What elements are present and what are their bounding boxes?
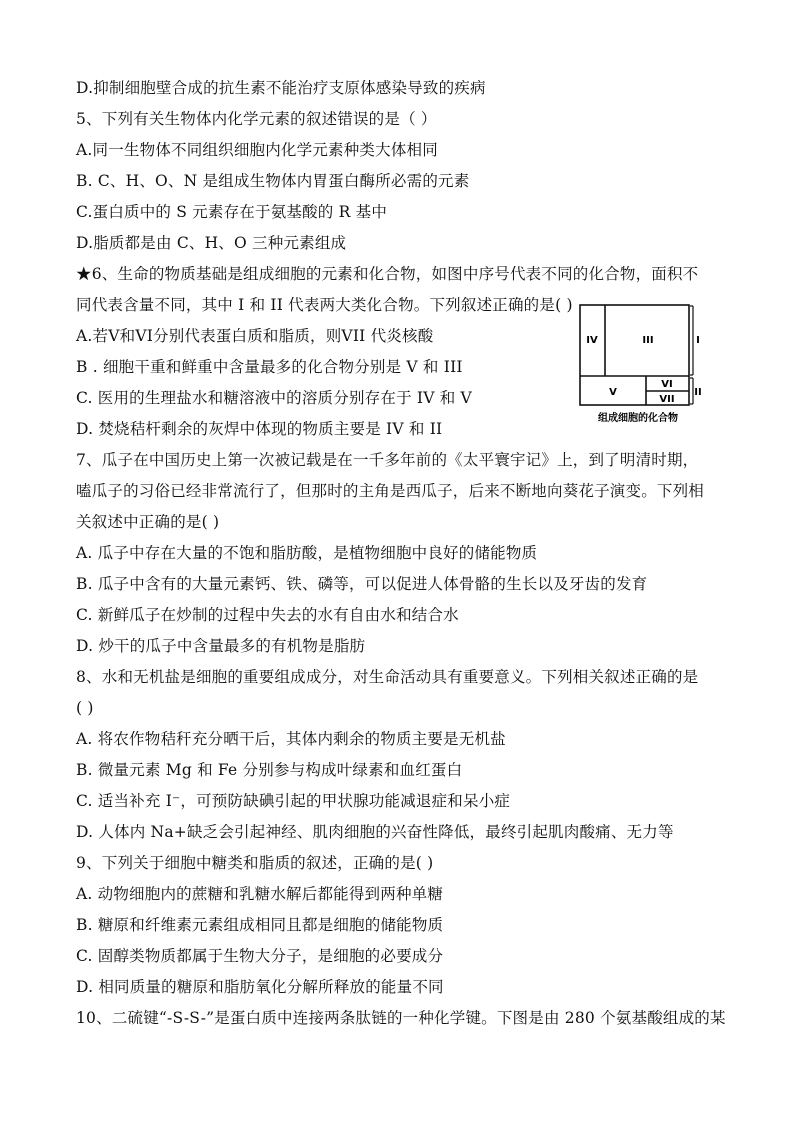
text-line: D. 炒干的瓜子中含量最多的有机物是脂肪 [76, 637, 366, 655]
text-line: D.脂质都是由 C、H、O 三种元素组成 [76, 234, 347, 252]
text-line: B. 微量元素 Mg 和 Fe 分别参与构成叶绿素和血红蛋白 [76, 761, 463, 779]
text-line: B. 瓜子中含有的大量元素钙、铁、磷等，可以促进人体骨骼的生长以及牙齿的发育 [76, 575, 648, 593]
text-line: D. 焚烧秸杆剩余的灰焊中体现的物质主要是 IV 和 II [76, 420, 443, 438]
text-line: 关叙述中正确的是( ) [76, 513, 220, 531]
text-line: B . 细胞干重和鲜重中含量最多的化合物分别是 V 和 III [76, 358, 463, 376]
total-compounds-box [580, 305, 689, 405]
text-line: 同代表含量不同，其中 I 和 II 代表两大类化合物。下列叙述正确的是( ) [76, 296, 573, 314]
text-line: 7、瓜子在中国历史上第一次被记载是在一千多年前的《太平寰宇记》上，到了明清时期， [76, 451, 699, 469]
text-line: D. 相同质量的糖原和脂肪氧化分解所释放的能量不同 [76, 978, 444, 996]
text-line: B. C、H、O、N 是组成生物体内胃蛋白酶所必需的元素 [76, 172, 470, 190]
text-line: A. 动物细胞内的蔗糖和乳糖水解后都能得到两种单糖 [76, 885, 444, 903]
text-line: ★6、生命的物质基础是组成细胞的元素和化合物，如图中序号代表不同的化合物，面积不 [76, 265, 699, 283]
label-vii: VII [659, 394, 675, 405]
text-line: 10、二硫键“-S-S-”是蛋白质中连接两条肽链的一种化学键。下图是由 280 个氨基酸组成的某 [76, 1009, 726, 1027]
text-line: A.同一生物体不同组织细胞内化学元素种类大体相同 [76, 141, 438, 159]
text-line: A. 瓜子中存在大量的不饱和脂肪酸，是植物细胞中良好的储能物质 [76, 544, 538, 562]
text-line: 8、水和无机盐是细胞的重要组成成分，对生命活动具有重要意义。下列相关叙述正确的是 [76, 668, 699, 686]
text-line: C. 固醇类物质都属于生物大分子，是细胞的必要成分 [76, 947, 444, 965]
label-ii: II [694, 387, 702, 398]
label-vi: VI [661, 379, 673, 390]
text-line: C. 新鲜瓜子在炒制的过程中失去的水有自由水和结合水 [76, 606, 459, 624]
text-line: D.抑制细胞壁合成的抗生素不能治疗支原体感染导致的疾病 [76, 79, 486, 97]
label-iv: IV [586, 335, 598, 346]
text-line: C. 适当补充 I⁻，可预防缺碘引起的甲状腺功能减退症和呆小症 [76, 792, 511, 810]
text-line: 9、下列关于细胞中糖类和脂质的叙述，正确的是( ) [76, 854, 434, 872]
text-line: ( ) [76, 699, 94, 717]
text-line: A. 将农作物秸秆充分晒干后，其体内剩余的物质主要是无机盐 [76, 730, 506, 748]
text-line: C. 医用的生理盐水和糖溶液中的溶质分别存在于 IV 和 V [76, 389, 472, 407]
text-line: C.蛋白质中的 S 元素存在于氨基酸的 R 基中 [76, 203, 388, 221]
text-line: 嗑瓜子的习俗已经非常流行了，但那时的主角是西瓜子，后来不断地向葵花子演变。下列相 [76, 482, 705, 500]
text-line: B. 糖原和纤维素元素组成相同且都是细胞的储能物质 [76, 916, 444, 934]
figure-caption: 组成细胞的化合物 [598, 413, 678, 424]
label-iii: III [642, 335, 654, 346]
compound-area-diagram [578, 303, 702, 427]
compound-diagram-svg [578, 303, 702, 427]
text-line: A.若Ⅴ和ⅤⅠ分别代表蛋白质和脂质，则ⅤII 代炎核酸 [76, 327, 434, 345]
text-line: D. 人体内 Na+缺乏会引起神经、肌肉细胞的兴奋性降低，最终引起肌肉酸痛、无力等 [76, 823, 674, 841]
label-i: I [696, 335, 700, 346]
text-line: 5、下列有关生物体内化学元素的叙述错误的是（ ） [76, 110, 437, 128]
label-v: V [609, 387, 617, 398]
